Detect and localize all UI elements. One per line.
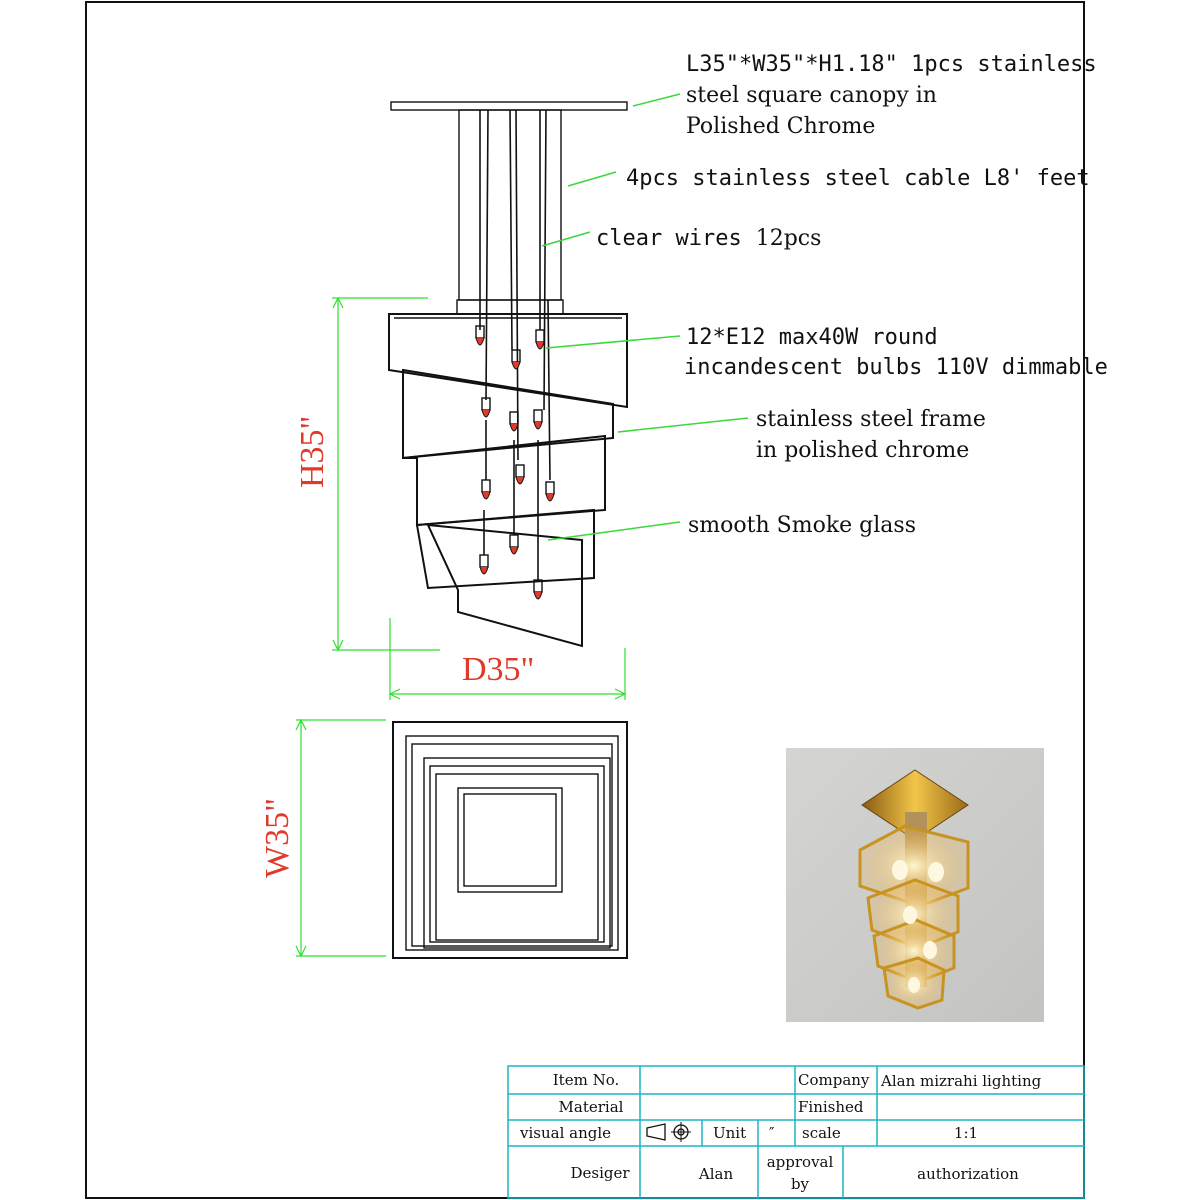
approval-label-line-2: by <box>790 1175 810 1193</box>
canopy-note-line-1: L35"*W35"*H1.18" 1pcs stainless <box>686 52 1097 77</box>
bulb <box>516 465 524 484</box>
bulb <box>534 580 542 599</box>
annotations <box>596 52 1108 538</box>
approval-label-line-1: approval <box>766 1153 834 1171</box>
bulb <box>510 412 518 431</box>
projection-symbol-icon <box>647 1122 691 1142</box>
wires-note <box>596 226 821 251</box>
bulb <box>480 555 488 574</box>
bulb <box>482 398 490 417</box>
designer-value: Alan <box>698 1165 734 1183</box>
company-value: Alan mizrahi lighting <box>881 1072 1042 1090</box>
bulb <box>546 482 554 501</box>
height-dimension <box>294 298 440 650</box>
title-block <box>508 1066 1084 1198</box>
canopy-plate <box>391 102 627 110</box>
wires-note-label: clear wires <box>596 226 742 251</box>
material-label: Material <box>558 1098 624 1116</box>
unit-value: ″ <box>769 1124 775 1142</box>
front-elevation <box>389 102 627 646</box>
bulbs <box>476 326 554 599</box>
frame-note-line-2: in polished chrome <box>756 438 970 463</box>
leader-lines <box>542 94 748 540</box>
frame-tiers <box>389 314 627 646</box>
designer-label: Desiger <box>570 1164 630 1182</box>
bulb <box>510 535 518 554</box>
frame-note-line-1: stainless steel frame <box>756 407 986 432</box>
product-photo <box>786 748 1044 1022</box>
depth-dimension <box>390 618 625 700</box>
canopy-note-line-3: Polished Chrome <box>686 114 876 139</box>
bulb <box>536 330 544 349</box>
bulb <box>482 480 490 499</box>
canopy-note-line-2: steel square canopy in <box>686 83 937 108</box>
bulbs-note-line-1: 12*E12 max40W round <box>686 325 938 350</box>
width-label: W35" <box>259 798 296 878</box>
scale-label: scale <box>802 1124 841 1142</box>
plan-view <box>393 722 627 958</box>
cable-note: 4pcs stainless steel cable L8' feet <box>626 166 1090 191</box>
company-label: Company <box>798 1071 870 1089</box>
visual-angle-label: visual angle <box>520 1124 612 1142</box>
bulb <box>512 350 520 369</box>
unit-label: Unit <box>713 1124 747 1142</box>
glass-note: smooth Smoke glass <box>688 513 916 538</box>
height-label: H35" <box>294 415 331 488</box>
item-no-label: Item No. <box>552 1071 620 1089</box>
wires-note-count: 12pcs <box>755 226 822 251</box>
authorization-label: authorization <box>917 1165 1019 1183</box>
bulb <box>534 410 542 429</box>
finished-label: Finished <box>798 1098 864 1116</box>
inner-column <box>457 300 563 314</box>
width-dimension <box>259 720 386 956</box>
scale-value: 1:1 <box>953 1124 979 1142</box>
bulbs-note-line-2: incandescent bulbs 110V dimmable <box>684 355 1108 380</box>
depth-label: D35" <box>462 651 535 688</box>
